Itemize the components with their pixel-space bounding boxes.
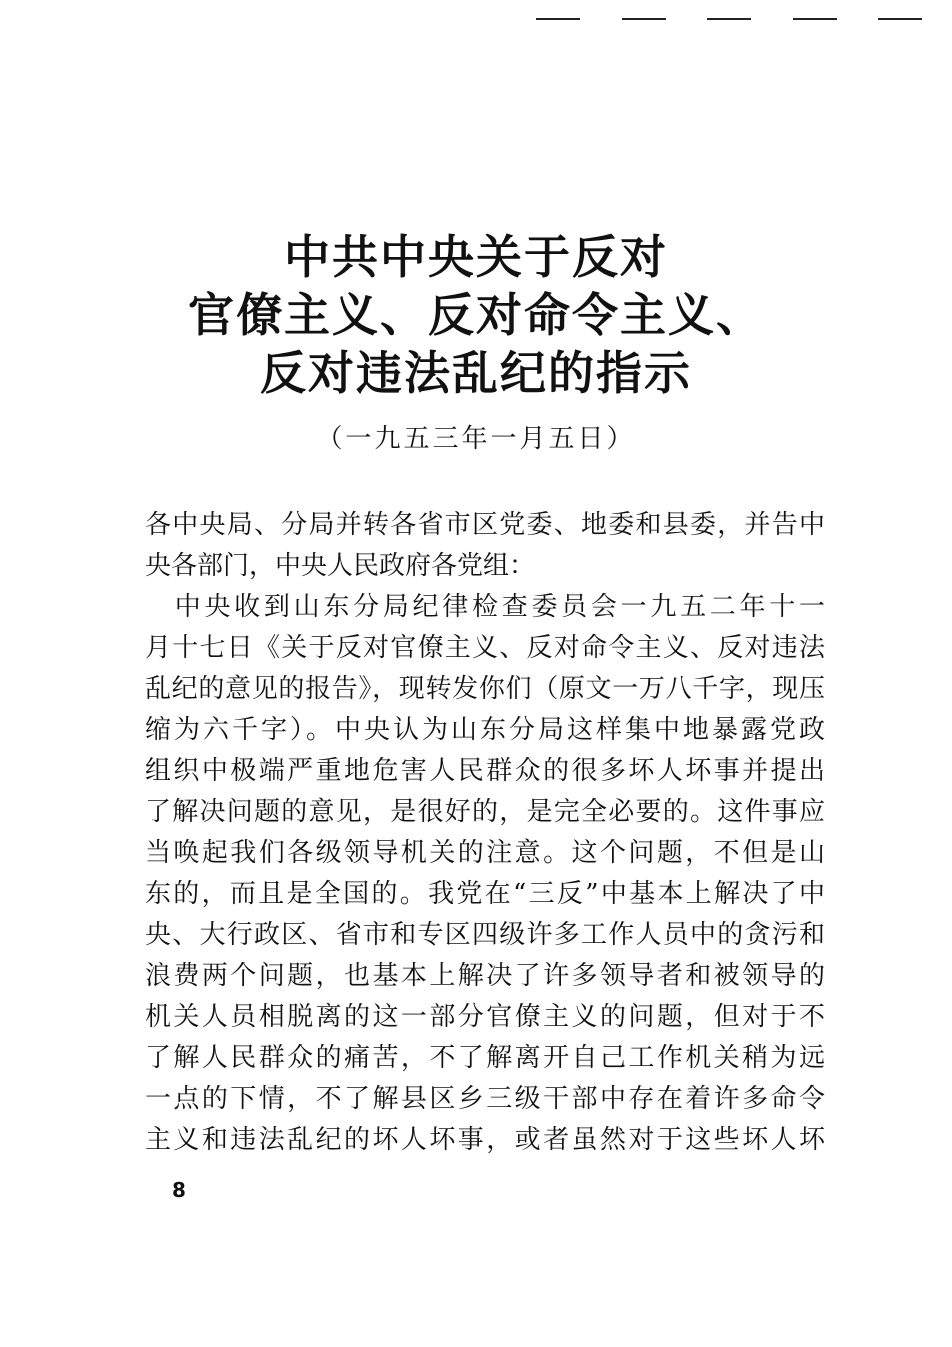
body-line: 月十七日《关于反对官僚主义、反对命令主义、反对违法 xyxy=(145,633,825,663)
title-line: 官僚主义、反对命令主义、 xyxy=(188,288,764,342)
body-line: 一点的下情，不了解县区乡三级干部中存在着许多命令 xyxy=(145,1084,825,1114)
title-line: 中共中央关于反对 xyxy=(284,230,668,284)
body-line: 当唤起我们各级领导机关的注意。这个问题，不但是山 xyxy=(145,838,825,868)
body-line: 了解人民群众的痛苦，不了解离开自己工作机关稍为远 xyxy=(145,1043,825,1073)
body-line: 乱纪的意见的报告》，现转发你们（原文一万八千字，现压 xyxy=(145,674,825,704)
body-line: 各中央局、分局并转各省市区党委、地委和县委，并告中 xyxy=(145,510,825,540)
body-line: 了解决问题的意见，是很好的，是完全必要的。这件事应 xyxy=(145,797,825,827)
title-line: 反对违法乱纪的指示 xyxy=(260,346,692,400)
header-rule xyxy=(707,18,751,20)
header-rule xyxy=(622,18,666,20)
body-line: 缩为六千字）。中央认为山东分局这样集中地暴露党政 xyxy=(145,715,825,745)
body-line: 央、大行政区、省市和专区四级许多工作人员中的贪污和 xyxy=(145,920,825,950)
body-line: 机关人员相脱离的这一部分官僚主义的问题，但对于不 xyxy=(145,1002,825,1032)
body-line: 东的，而且是全国的。我党在“三反”中基本上解决了中 xyxy=(145,879,825,909)
body-text xyxy=(145,505,825,1161)
body-line: 中央收到山东分局纪律检查委员会一九五二年十一 xyxy=(145,592,825,622)
body-line: 组织中极端严重地危害人民群众的很多坏人坏事并提出 xyxy=(145,756,825,786)
body-line: 主义和违法乱纪的坏人坏事，或者虽然对于这些坏人坏 xyxy=(145,1125,825,1155)
header-rule xyxy=(536,18,580,20)
body-line: 浪费两个问题，也基本上解决了许多领导者和被领导的 xyxy=(145,961,825,991)
document-date: （一九五三年一月五日） xyxy=(316,424,636,454)
page-number: 8 xyxy=(172,1178,186,1202)
document-title xyxy=(0,228,952,402)
header-rule xyxy=(878,18,922,20)
header-rule xyxy=(793,18,837,20)
body-line: 央各部门，中央人民政府各党组： xyxy=(145,551,536,581)
